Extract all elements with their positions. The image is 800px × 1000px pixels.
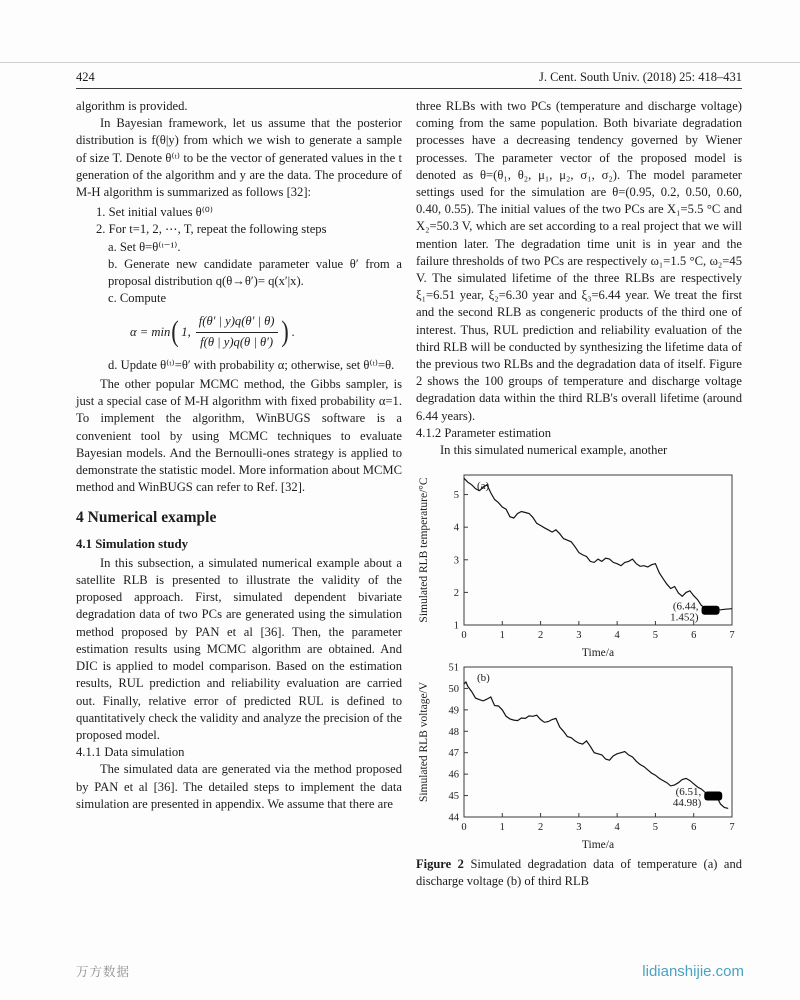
subsubsection-heading-parameter-estimation: 4.1.2 Parameter estimation	[416, 425, 551, 440]
paragraph-fragment: algorithm is provided.	[76, 99, 188, 113]
figure-caption-label: Figure 2	[416, 857, 464, 872]
svg-text:6: 6	[691, 630, 697, 642]
page-footer	[76, 962, 744, 980]
step-2b: b. Generate new candidate parameter value θ′ from a proposal distribution q(θ→θ′)= q(x′|x).	[108, 256, 402, 289]
equation-tail: .	[291, 324, 295, 339]
svg-text:(b): (b)	[477, 672, 490, 685]
svg-text:Simulated RLB voltage/V: Simulated RLB voltage/V	[418, 682, 430, 803]
step-2d: d. Update θ⁽ᵗ⁾=θ′ with probability α; otherwise, set θ⁽ᵗ⁾=θ.	[108, 357, 395, 372]
svg-text:4: 4	[614, 822, 620, 834]
svg-text:7: 7	[729, 822, 735, 834]
svg-text:1: 1	[499, 630, 505, 642]
svg-text:0: 0	[461, 630, 467, 642]
svg-text:(6.44,: (6.44,	[672, 600, 699, 613]
svg-text:3: 3	[576, 630, 582, 642]
svg-text:Time/a: Time/a	[581, 647, 615, 660]
svg-text:2: 2	[453, 588, 459, 600]
svg-text:47: 47	[448, 748, 459, 760]
fraction-denominator: f(θ | y)q(θ | θ′)	[200, 334, 274, 349]
svg-text:1.452): 1.452)	[670, 611, 699, 624]
step-1: 1. Set initial values θ⁽⁰⁾	[96, 205, 213, 220]
paragraph-three-rlbs: three RLBs with two PCs (temperature and discharge voltage) coming from the same population. Both bivariate degradation processes have a decreasing tendency governed by Wiener processes. The parameter vector of the proposed model is denoted as θ=(θ₁, θ₂, μ₁, μ₂, σ₁, σ₂). The model parameter settings used for the simulation are θ=(0.95, 0.2, 0.50, 0.60, 0.40, 0.55). The initial values of the two PCs are X₁=5.5 °C and X₂=50.3 V, which are set according to a real project that we will mention later. The degradation time unit is in year and the failure thresholds of two PCs are respectively ω₁=1.5 °C, ω₂=45 V. The simulated lifetime of the three RLBs are respectively ξ₁=6.51 year, ξ₂=6.30 year and ξ₃=6.44 year. We treat the first and the second RLB as congeneric products of the third one of interest. Thus, RUL prediction and reliability evaluation of the third RLB will be conducted by synthesizing the lifetime data of the previous two RLBs and the degradation data of itself. Figure 2 shows the 100 groups of temperature and discharge voltage degradation data within the third RLB's overall lifetime (around 6.44 years).	[416, 99, 742, 423]
chart-voltage-degradation	[416, 659, 742, 851]
page-header	[76, 70, 742, 89]
paragraph-simulation-study: In this subsection, a simulated numerical example about a satellite RLB is presented to illustrate the validity of the proposed approach. First, simulated dependent bivariate degradation data of two PCs are generated using the simulation method proposed by PAN et al [36]. Then, the parameter estimation results using MCMC algorithm are obtained. And DIC is applied to model comparison. Based on the estimation results, RUL prediction and reliability evaluation are carried out. Finally, relative error of predicted RUL is defined to quantitatively check the validity and analyze the precision of the proposed model.	[76, 555, 402, 742]
subsubsection-heading-data-simulation: 4.1.1 Data simulation	[76, 745, 185, 760]
paragraph-data-simulation: The simulated data are generated via the method proposed by PAN et al [36]. The detailed steps to implement the data simulation are presented in appendix. We assume that there are	[76, 762, 402, 811]
paragraph-bayesian-framework: In Bayesian framework, let us assume that the posterior distribution is f(θ|y) from which we wish to generate a sample of size T. Denote θ⁽ᵗ⁾ to be the vector of generated values in the t generation of the algorithm and y are the data. The procedure of M-H algorithm is summarized as follows [32]:	[76, 116, 402, 200]
svg-text:48: 48	[448, 727, 459, 739]
close-paren: )	[280, 315, 289, 349]
svg-text:Time/a: Time/a	[581, 839, 615, 852]
equation-arg-one: 1,	[181, 324, 191, 339]
line-chart-svg	[416, 659, 742, 851]
mh-algorithm-steps	[96, 204, 402, 374]
chart-temperature-degradation	[416, 467, 742, 659]
equation-lhs: α = min	[130, 324, 171, 339]
svg-text:5: 5	[453, 490, 459, 502]
svg-text:4: 4	[453, 522, 459, 534]
line-chart-svg	[416, 467, 742, 659]
svg-text:0: 0	[461, 822, 467, 834]
left-column	[76, 98, 402, 889]
acceptance-probability-equation	[130, 313, 402, 350]
right-column	[416, 98, 742, 889]
figure-2	[416, 467, 742, 889]
fraction-numerator: f(θ′ | y)q(θ′ | θ)	[196, 313, 278, 332]
svg-text:2: 2	[537, 630, 544, 642]
figure-2-caption	[416, 856, 742, 889]
svg-text:Simulated RLB temperature/°C: Simulated RLB temperature/°C	[418, 477, 430, 623]
step-2: 2. For t=1, 2, ⋯, T, repeat the following steps	[96, 222, 327, 237]
paragraph-gibbs-sampler: The other popular MCMC method, the Gibbs sampler, is just a special case of M-H algorithm with fixed probability α=1. To implement the algorithm, WinBUGS software is a convenient tool by using MCMC techniques to evaluate Bayesian models. And the Bernoulli-ones strategy is applied to demonstrate the statistic model. More information about MCMC method and WinBUGS can refer to Ref. [32].	[76, 377, 402, 495]
svg-text:5: 5	[652, 630, 659, 642]
svg-text:45: 45	[448, 791, 459, 803]
page-number: 424	[76, 70, 95, 84]
svg-text:49: 49	[448, 705, 459, 717]
svg-text:44: 44	[448, 812, 459, 824]
svg-text:1: 1	[453, 620, 459, 632]
scan-artifact-line	[0, 62, 800, 63]
site-watermark-link: lidianshijie.com	[642, 963, 744, 980]
svg-text:2: 2	[537, 822, 544, 834]
open-paren: (	[171, 315, 180, 349]
svg-text:46: 46	[448, 769, 459, 781]
figure-caption-text: Simulated degradation data of temperature (a) and discharge voltage (b) of third RLB	[416, 857, 742, 888]
svg-text:44.98): 44.98)	[672, 797, 702, 810]
two-column-body	[76, 98, 742, 889]
svg-text:(a): (a)	[477, 480, 490, 493]
svg-text:1: 1	[499, 822, 505, 834]
svg-text:7: 7	[729, 630, 735, 642]
svg-text:3: 3	[576, 822, 582, 834]
step-2a: a. Set θ=θ⁽ᵗ⁻¹⁾.	[108, 239, 181, 254]
subsection-heading-simulation-study: 4.1 Simulation study	[76, 536, 189, 551]
wanfang-watermark: 万方数据	[76, 965, 131, 979]
svg-text:(6.51,: (6.51,	[675, 786, 702, 799]
svg-text:50: 50	[448, 684, 459, 696]
equation-fraction	[196, 313, 278, 350]
svg-text:6: 6	[691, 822, 697, 834]
svg-text:3: 3	[453, 555, 459, 567]
journal-reference: J. Cent. South Univ. (2018) 25: 418–431	[538, 70, 742, 84]
paragraph-parameter-estimation: In this simulated numerical example, another	[439, 443, 668, 458]
svg-text:51: 51	[448, 662, 459, 674]
svg-text:5: 5	[652, 822, 659, 834]
step-2c: c. Compute	[108, 291, 167, 306]
section-heading-numerical-example: 4 Numerical example	[76, 509, 217, 527]
svg-text:4: 4	[614, 630, 620, 642]
